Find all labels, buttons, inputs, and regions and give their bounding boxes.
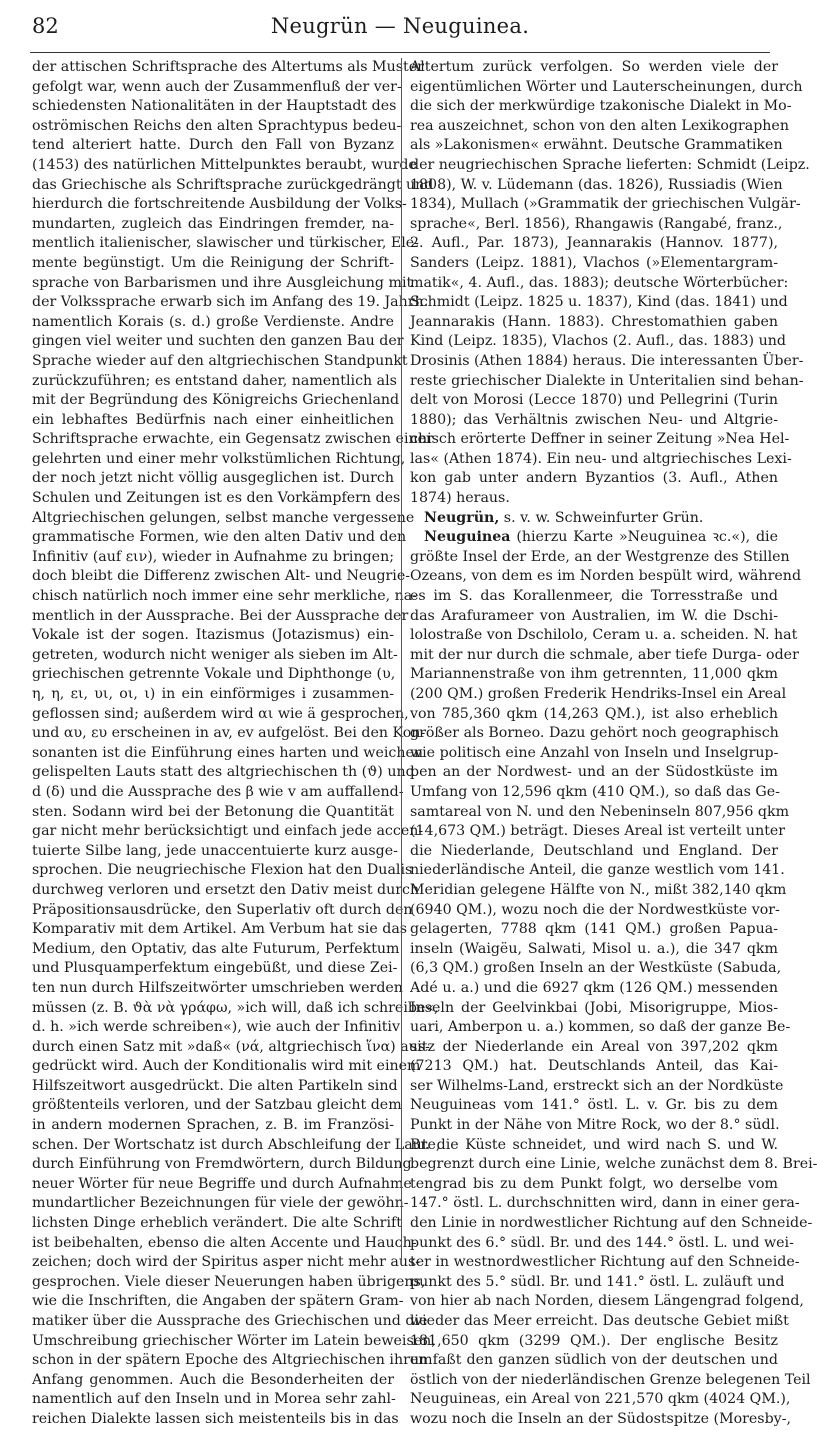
- text-line: gefolgt war, wenn auch der Zusammenfluß der ver-: [32, 78, 402, 95]
- text-line: Umschreibung griechischer Wörter im Latein beweisen,: [32, 1332, 436, 1349]
- text-line: und Plusquamperfektum eingebüßt, und diese Zei-: [32, 960, 398, 977]
- running-head: Neugrün — Neuguinea.: [270, 14, 530, 38]
- text-line: von hier ab nach Norden, diesem Längengrad folgend,: [410, 1293, 804, 1310]
- text-line: Ozeans, von dem es im Norden bespült wird, während: [410, 568, 802, 585]
- text-line: Neuguineas vom 141.° östl. L. v. Gr. bis zu dem: [410, 1097, 778, 1114]
- text-line: doch bleibt die Differenz zwischen Alt- und Neugrie-: [32, 568, 411, 585]
- text-line: namentlich Korais (s. d.) große Verdienste. Andre: [32, 313, 394, 330]
- text-line: η, η, ει, υι, οι, ι) in ein einförmiges i zusammen-: [32, 686, 394, 702]
- text-line: zurückzuführen; es entstand daher, namentlich als: [32, 372, 397, 389]
- text-line: las« (Athen 1874). Ein neu- und altgriechisches Lexi-: [410, 450, 792, 467]
- headword-neuguinea: Neuguinea: [424, 529, 511, 546]
- text-line: der neugriechischen Sprache lieferten: Schmidt (Leipz.: [410, 156, 810, 173]
- text-line: Br. die Küste schneidet, und wird nach S. und W.: [410, 1136, 778, 1153]
- text-line: Schriftsprache erwachte, ein Gegensatz zwischen einer: [32, 431, 433, 448]
- right-column: [410, 58, 817, 1427]
- text-line: der Volkssprache erwarb sich im Anfang des 19. Jahrh.: [32, 294, 429, 311]
- text-line: Sanders (Leipz. 1881), Vlachos (»Elementargram-: [410, 254, 778, 271]
- text-line: inseln (Waigëu, Salwati, Misol u. a.), die 347 qkm: [410, 940, 778, 957]
- text-line: sprache von Barbarismen und ihre Ausgleichung mit: [32, 274, 413, 291]
- page-number: 82: [32, 14, 59, 38]
- text-line: Infinitiv (auf ειν), wieder in Aufnahme zu bringen;: [32, 548, 394, 565]
- text-line: Medium, den Optativ, das alte Futurum, Perfektum: [32, 940, 400, 957]
- text-line: mentlich in der Aussprache. Bei der Aussprache der: [32, 607, 409, 624]
- text-line: 1834), Mullach (»Grammatik der griechischen Vulgär-: [410, 196, 801, 213]
- text-line: wieder das Meer erreicht. Das deutsche Gebiet mißt: [410, 1313, 789, 1329]
- text-line: sten. Sodann wird bei der Betonung die Quantität: [32, 803, 394, 820]
- text-line: gelehrten und einer mehr volkstümlichen Richtung,: [32, 450, 406, 467]
- text-line: ser Wilhelms-Land, erstreckt sich an der Nordküste: [410, 1077, 784, 1094]
- text-line: zeichen; doch wird der Spiritus asper nicht mehr aus-: [32, 1254, 421, 1271]
- text-line: Adé u. a.) und die 6927 qkm (126 QM.) messenden: [410, 979, 778, 996]
- text-line: in andern modernen Sprachen, z. B. im Französi-: [32, 1117, 394, 1134]
- text-line: getreten, wodurch nicht weniger als sieben im Alt-: [32, 646, 398, 663]
- text-line: mit der Begründung des Königreichs Griechenland: [32, 392, 400, 409]
- text-line: niederländische Anteil, die ganze westlich vom 141.: [410, 862, 785, 879]
- text-line: ist beibehalten, ebenso die alten Accente und Hauch-: [32, 1234, 417, 1251]
- entry-neugruen-text: s. v. w. Schweinfurter Grün.: [499, 509, 704, 526]
- text-line: rea auszeichnet, schon von den alten Lexikographen: [410, 117, 789, 134]
- text-line: geflossen sind; außerdem wird αι wie ä gesprochen,: [32, 705, 409, 722]
- left-column: [32, 58, 441, 1427]
- text-line: oströmischen Reichs den alten Sprachtypus bedeu-: [32, 117, 402, 134]
- text-line: punkt des 6.° südl. Br. und des 144.° östl. L. und wei-: [410, 1234, 794, 1251]
- text-line: namentlich auf den Inseln und in Morea sehr zahl-: [32, 1391, 396, 1408]
- text-line: chisch erörterte Deffner in seiner Zeitung »Nea Hel-: [410, 431, 790, 448]
- text-line: ein lebhaftes Bedürfnis nach einer einheitlichen: [32, 411, 394, 428]
- text-line: größte Insel der Erde, an der Westgrenze des Stillen: [410, 548, 790, 565]
- text-line: Umfang von 12,596 qkm (410 QM.), so daß das Ge-: [410, 783, 780, 800]
- text-line: Jeannarakis (Hann. 1883). Chrestomathien gaben: [410, 313, 778, 330]
- text-line: punkt des 5.° südl. Br. und 141.° östl. L. zuläuft und: [410, 1273, 785, 1290]
- text-line: tengrad bis zu dem Punkt folgt, wo derselbe vom: [410, 1175, 778, 1192]
- text-line: (7213 QM.) hat. Deutschlands Anteil, das Kai-: [410, 1058, 778, 1075]
- text-line: kon gab unter andern Byzantios (3. Aufl., Athen: [410, 470, 778, 487]
- text-line: sitz der Niederlande ein Areal von 397,202 qkm: [410, 1038, 778, 1055]
- text-line: matik«, 4. Aufl., das. 1883); deutsche Wörterbücher:: [410, 274, 789, 291]
- text-line: neuer Wörter für neue Begriffe und durch Aufnahme: [32, 1175, 412, 1192]
- text-line: umfaßt den ganzen südlich von der deutschen und: [410, 1352, 778, 1369]
- text-line: Sprache wieder auf den altgriechischen Standpunkt: [32, 352, 408, 369]
- text-line: Hilfszeitwort ausgedrückt. Die alten Partikeln sind: [32, 1077, 398, 1094]
- text-line: gedrückt wird. Auch der Konditionalis wird mit einem: [32, 1058, 421, 1075]
- text-line: wie die Inschriften, die Angaben der spätern Gram-: [32, 1293, 404, 1310]
- text-line: schon in der spätern Epoche des Altgriechischen ihren: [32, 1352, 428, 1369]
- text-line: Inseln der Geelvinkbai (Jobi, Misorigruppe, Mios-: [410, 999, 778, 1016]
- text-line: wozu noch die Inseln an der Südostspitze (Moresby-,: [410, 1410, 791, 1427]
- text-line: lichsten Dinge erheblich verändert. Die alte Schrift: [32, 1215, 402, 1232]
- text-line: 1874) heraus.: [410, 490, 510, 507]
- text-line: 147.° östl. L. durchschnitten wird, dann in einer gera-: [410, 1195, 800, 1212]
- text-line: mente begünstigt. Um die Reinigung der Schrift-: [32, 254, 394, 271]
- text-line: gelagerten, 7788 qkm (141 QM.) großen Papua-: [410, 921, 778, 938]
- text-line: durch einen Satz mit »daß« (νά, altgriechisch ἵνα) aus-: [32, 1038, 430, 1055]
- text-line: die Niederlande, Deutschland und England. Der: [410, 842, 778, 859]
- page-header: [32, 8, 768, 48]
- text-line: Schmidt (Leipz. 1825 u. 1837), Kind (das. 1841) und: [410, 294, 788, 311]
- entry-neuguinea-first-line: [410, 528, 778, 548]
- text-line: der noch jetzt nicht völlig ausgeglichen ist. Durch: [32, 470, 394, 487]
- text-line: Altgriechischen gelungen, selbst manche vergessene: [32, 509, 415, 526]
- headword-neugruen: Neugrün,: [424, 509, 500, 526]
- text-line: gelispelten Lauts statt des altgriechischen th (ϑ) und: [32, 764, 415, 781]
- text-line: müssen (z. B. ϑὰ νὰ γράφω, »ich will, daß ich schreibe«,: [32, 999, 439, 1016]
- text-line: sprochen. Die neugriechische Flexion hat den Dualis: [32, 862, 413, 879]
- text-line: begrenzt durch eine Linie, welche zunächst dem 8. Brei-: [410, 1156, 817, 1173]
- text-line: Schulen und Zeitungen ist es den Vorkämpfern des: [32, 490, 401, 507]
- entry-neugruen: [410, 509, 778, 529]
- text-line: Altertum zurück verfolgen. So werden viele der: [410, 59, 778, 75]
- text-line: gesprochen. Viele dieser Neuerungen haben übrigens,: [32, 1273, 426, 1290]
- text-line: ten nun durch Hilfszeitwörter umschrieben werden: [32, 979, 403, 996]
- text-line: sprache«, Berl. 1856), Rhangawis (Rangabé, franz.,: [410, 215, 783, 232]
- entry-neuguinea-body: [410, 548, 817, 1430]
- text-line: lolostraße von Dschilolo, Ceram u. a. scheiden. N. hat: [410, 627, 798, 644]
- text-line: Vokale ist der sogen. Itazismus (Jotazismus) ein-: [32, 627, 394, 644]
- text-line: reste griechischer Dialekte in Unteritalien sind behan-: [410, 372, 804, 389]
- text-line: (200 QM.) großen Frederik Hendriks-Insel ein Areal: [410, 686, 787, 702]
- text-line: gar nicht mehr berücksichtigt und einfach jede accen-: [32, 823, 424, 840]
- text-line: 1880); das Verhältnis zwischen Neu- und Altgrie-: [410, 411, 778, 428]
- text-line: von 785,360 qkm (14,263 QM.), ist also erheblich: [410, 705, 778, 722]
- text-line: Kind (Leipz. 1835), Vlachos (2. Aufl., das. 1883) und: [410, 333, 786, 350]
- text-line: griechischen getrennte Vokale und Diphthonge (υ,: [32, 666, 396, 683]
- text-line: als »Lakonismen« erwähnt. Deutsche Grammatiken: [410, 137, 783, 154]
- text-line: chisch natürlich noch immer eine sehr merkliche, na-: [32, 588, 418, 605]
- text-line: reichen Dialekte lassen sich meistenteils bis in das: [32, 1410, 399, 1427]
- text-line: schiedensten Nationalitäten in der Hauptstadt des: [32, 98, 397, 115]
- text-line: samtareal von N. und den Nebeninseln 807,956 qkm: [410, 803, 790, 820]
- text-line: ter in westnordwestlicher Richtung auf den Schneide-: [410, 1254, 800, 1271]
- column-divider: [401, 58, 402, 1261]
- entry-neuguinea-lead: (hierzu Karte »Neuguinea ꝛc.«), die: [510, 529, 778, 546]
- text-line: durch Einführung von Fremdwörtern, durch Bildung: [32, 1156, 412, 1173]
- right-paragraph-continuation: [410, 58, 810, 509]
- text-line: das Arafurameer von Australien, im W. die Dschi-: [410, 607, 778, 624]
- text-line: das Griechische als Schriftsprache zurückgedrängt und: [32, 176, 434, 193]
- text-line: die sich der merkwürdige tzakonische Dialekt in Mo-: [410, 98, 792, 115]
- text-line: (1453) des natürlichen Mittelpunktes beraubt, wurde: [32, 156, 417, 173]
- text-line: (6940 QM.), wozu noch die der Nordwestküste vor-: [410, 901, 780, 918]
- text-line: 181,650 qkm (3299 QM.). Der englische Besitz: [410, 1332, 778, 1349]
- text-line: und αυ, ευ erscheinen in av, ev aufgelöst. Bei den Kon-: [32, 725, 426, 742]
- text-line: größtenteils verloren, und der Satzbau gleicht dem: [32, 1097, 402, 1114]
- text-line: Mariannenstraße von ihm getrennten, 11,000 qkm: [410, 666, 778, 683]
- text-line: Anfang genommen. Auch die Besonderheiten der: [32, 1371, 394, 1388]
- text-line: mundartlicher Bezeichnungen für viele der gewöhn-: [32, 1195, 409, 1212]
- text-line: Meridian gelegene Hälfte von N., mißt 382,140 qkm: [410, 881, 787, 898]
- text-line: (14,673 QM.) beträgt. Dieses Areal ist verteilt unter: [410, 823, 786, 840]
- text-line: tuierte Silbe lang, jede unaccentuierte kurz ausge-: [32, 842, 398, 859]
- text-line: Punkt in der Nähe von Mitre Rock, wo der 8.° südl.: [410, 1117, 780, 1134]
- text-line: mit der nur durch die schmale, aber tiefe Durga- oder: [410, 646, 799, 663]
- text-line: es im S. das Korallenmeer, die Torresstraße und: [410, 588, 778, 605]
- text-line: östlich von der niederländischen Grenze belegenen Teil: [410, 1371, 811, 1388]
- text-line: grammatische Formen, wie den alten Dativ und den: [32, 529, 407, 546]
- text-line: 1808), W. v. Lüdemann (das. 1826), Russiadis (Wien: [410, 176, 783, 193]
- text-line: hierdurch die fortschreitende Ausbildung der Volks-: [32, 196, 407, 213]
- text-line: uari, Amberpon u. a.) kommen, so daß der ganze Be-: [410, 1019, 791, 1036]
- text-line: größer als Borneo. Dazu gehört noch geographisch: [410, 725, 779, 742]
- text-line: d (δ) und die Aussprache des β wie v am auffallend-: [32, 783, 404, 800]
- text-line: sonanten ist die Einführung eines harten und weichen: [32, 744, 424, 761]
- text-line: den Linie in nordwestlicher Richtung auf den Schneide-: [410, 1215, 813, 1232]
- text-line: Drosinis (Athen 1884) heraus. Die interessanten Über-: [410, 352, 804, 369]
- header-rule: [30, 52, 770, 53]
- text-line: schen. Der Wortschatz ist durch Abschleifung der Laute,: [32, 1136, 441, 1153]
- text-line: pen an der Nordwest- und an der Südostküste im: [410, 764, 778, 781]
- text-line: delt von Morosi (Lecce 1870) und Pellegrini (Turin: [410, 392, 778, 409]
- text-line: wie politisch eine Anzahl von Inseln und Inselgrup-: [410, 744, 779, 761]
- text-line: matiker über die Aussprache des Griechischen und die: [32, 1313, 428, 1329]
- text-line: (6,3 QM.) großen Inseln an der Westküste (Sabuda,: [410, 960, 782, 977]
- text-line: mentlich italienischer, slawischer und türkischer, Ele-: [32, 235, 419, 252]
- text-line: eigentümlichen Wörter und Lauterscheinungen, durch: [410, 78, 803, 95]
- text-line: tend alteriert hatte. Durch den Fall von Byzanz: [32, 137, 394, 154]
- text-line: d. h. »ich werde schreiben«), wie auch der Infinitiv: [32, 1019, 400, 1036]
- text-line: gingen viel weiter und suchten den ganzen Bau der: [32, 333, 404, 350]
- text-line: Komparativ mit dem Artikel. Am Verbum hat sie das: [32, 921, 408, 938]
- text-line: Neuguineas, ein Areal von 221,570 qkm (4024 QM.),: [410, 1391, 791, 1408]
- text-line: 2. Aufl., Par. 1873), Jeannarakis (Hannov. 1877),: [410, 235, 778, 252]
- text-line: der attischen Schriftsprache des Altertums als Muster: [32, 59, 424, 75]
- text-line: Präpositionsausdrücke, den Superlativ oft durch den: [32, 901, 413, 918]
- text-line: durchweg verloren und ersetzt den Dativ meist durch: [32, 881, 420, 898]
- text-line: mundarten, zugleich das Eindringen fremder, na-: [32, 215, 394, 232]
